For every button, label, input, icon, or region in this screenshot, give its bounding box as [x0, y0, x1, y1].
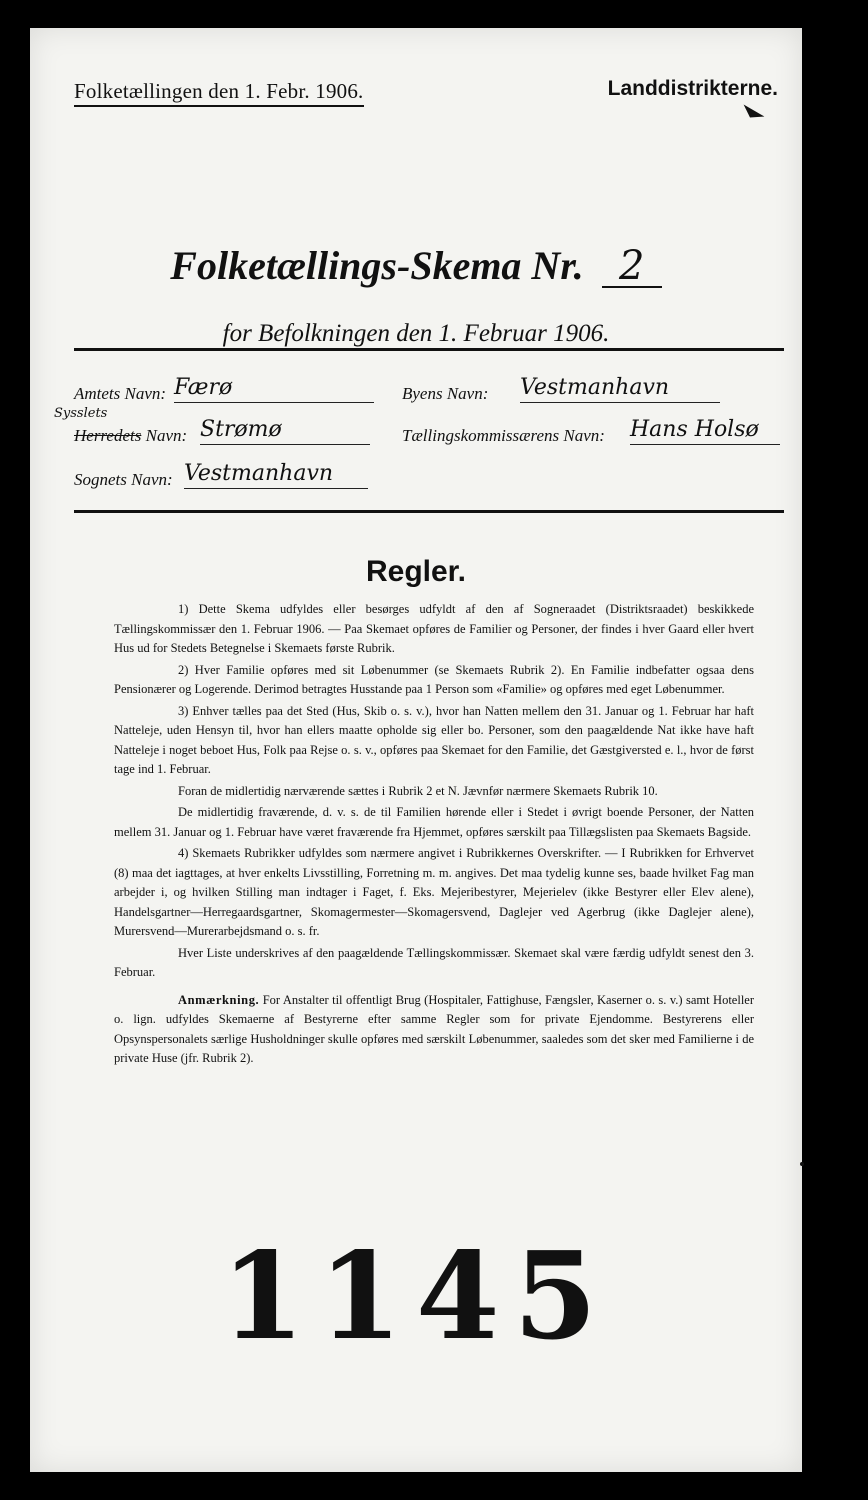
form-title [30, 240, 802, 292]
form-number: 2 [602, 246, 662, 288]
divider-top [74, 348, 784, 351]
handwritten-archive-number: 1145 [221, 1226, 611, 1367]
sogn-field [74, 461, 334, 492]
kommissaer-label: Tællingskommissærens Navn: [402, 426, 605, 445]
rule-paragraph: 1) Dette Skema udfyldes eller besørges udfyldt af den af Sogneraadet (Distriktsraadet) beskikkede Tællingskommissær den 1. Februar 1906. — Paa Skemaet opføres de Familier og Personer, der findes i hver Gaard eller hvert Hus ud for Stedets Betegnelse i Skemaets første Rubrik. [114, 602, 754, 655]
rule-paragraph: 2) Hver Familie opføres med sit Løbenummer (se Skemaets Rubrik 2). En Familie indbefatter ogsaa dens Pensionærer og Logerende. Derimod betragtes Husstande paa 1 Person som «Familie» og opføres med eget Løbenummer. [114, 662, 754, 696]
census-date-header: Folketællingen den 1. Febr. 1906. [74, 78, 364, 107]
note-text: For Anstalter til offentligt Brug (Hospitaler, Fattighuse, Fængsler, Kaserner o. s. v.) samt Hoteller o. lign. udfyldes Skemaerne af Bestyrerne efter samme Regler som for private Ejendomme. Bestyrerens eller Opsynspersonalets særlige Husholdninger skulle opføres med særskilt Løbenummer, saaledes som det sker med Familierne i de private Huse (jfr. Rubrik 2). [114, 992, 754, 1065]
kommissaer-field [402, 417, 759, 448]
amt-value: Færø [174, 374, 374, 403]
sogn-label: Sognets Navn: [74, 470, 173, 489]
ink-mark [740, 105, 765, 124]
rules-text [114, 600, 754, 1071]
rule-paragraph: Foran de midlertidig nærværende sættes i Rubrik 2 et N. Jævnfør nærmere Skemaets Rubrik 10. [178, 783, 658, 798]
form-title-text: Folketællings-Skema Nr. [170, 243, 584, 288]
rule-note [114, 991, 754, 1069]
herred-field [74, 417, 282, 448]
herred-value: Strømø [200, 416, 370, 445]
amt-label: Amtets Navn: [74, 384, 167, 403]
rule-paragraph: 4) Skemaets Rubrikker udfyldes som nærmere angivet i Rubrikkernes Overskrifter. — I Rubrikken for Erhvervet (8) maa det iagttages, at hver enkelts Livsstilling, Forretning m. m. angives. Det maa tydelig kunne ses, baade hvilket Fag man arbejder i, og hvilken Stilling man indtager i Faget, f. Eks. Mejeribestyrer, Mejerielev (ikke Bestyrer eller Elev alene), Handelsgartner—Herregaardsgartner, Skomagermester—Skomagersvend, Daglejer ved Agerbrug (ikke Daglejer alene), Murersvend—Murerarbejdsmand o. s. fr. [114, 846, 754, 938]
herred-handwritten-correction: Sysslets [54, 406, 108, 421]
rule-paragraph: Hver Liste underskrives af den paagældende Tællingskommissær. Skemaet skal være færdig udfyldt senest den 3. Februar. [114, 945, 754, 979]
rule-paragraph: De midlertidig fraværende, d. v. s. de til Familien hørende eller i Stedet i øvrigt boende Personer, der Natten mellem 31. Januar og 1. Februar have været fraværende fra Hjemmet, opføres særskilt paa Tillægslisten paa Skemaets Bagside. [114, 805, 754, 839]
herred-label: Navn: [145, 426, 188, 445]
kommissaer-value: Hans Holsø [630, 416, 780, 445]
divider-bottom [74, 510, 784, 513]
ink-dot [800, 1162, 804, 1166]
byen-field [402, 375, 670, 406]
rule-paragraph: 3) Enhver tælles paa det Sted (Hus, Skib o. s. v.), hvor han Natten mellem den 31. Januar og 1. Februar har haft Natteleje, uden Hensyn til, hvor han ellers maatte opholde sig eller bo. Personer, som den paagældende Nat ikke have haft Natteleje i noget beboet Hus, Folk paa Rejse o. s. v., opføres paa Skemaet for den Familie, det Gæstgiversted e. l., hvor de først tage ind 1. Februar. [114, 703, 754, 776]
byen-label: Byens Navn: [402, 384, 489, 403]
herred-label-struck: Herredets [74, 426, 142, 445]
byen-value: Vestmanhavn [520, 374, 720, 403]
amt-field [74, 375, 233, 406]
note-label: Anmærkning. [178, 992, 260, 1007]
sogn-value: Vestmanhavn [184, 460, 368, 489]
rules-heading: Regler. [365, 555, 467, 588]
form-subtitle: for Befolkningen den 1. Februar 1906. [222, 320, 610, 347]
district-type-header: Landdistrikterne. [607, 77, 778, 100]
census-form-page [30, 28, 802, 1472]
